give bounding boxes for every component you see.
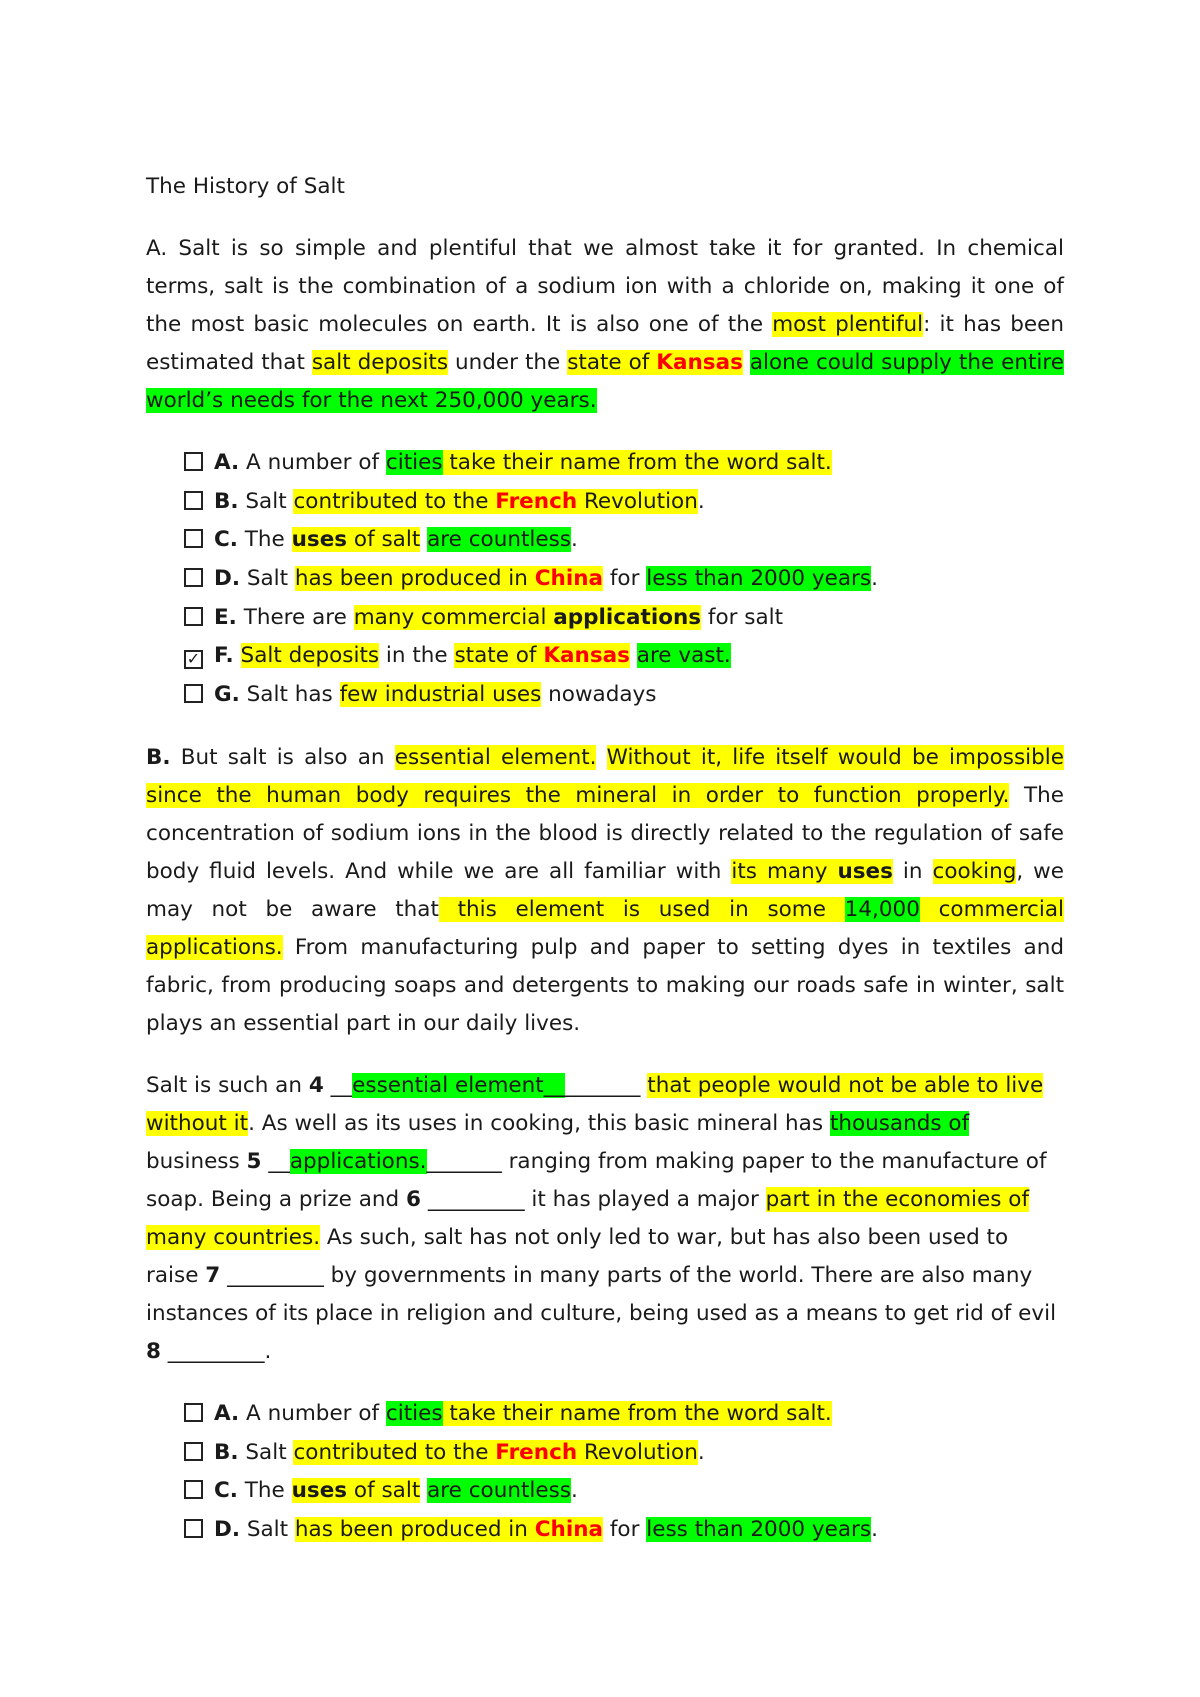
option-item[interactable] [184,637,1064,676]
text-run: its many [731,858,838,884]
highlight-yellow: most plentiful [772,312,924,337]
highlight-yellow: few industrial uses [339,682,542,708]
option-letter: G. [214,682,240,708]
gap-number: 5 [246,1148,262,1174]
option-item[interactable] [184,1511,1064,1550]
text-run: There are [236,604,354,630]
text-run: Salt [238,1439,294,1465]
highlight-green: are countless [427,527,571,553]
option-item[interactable] [184,676,1064,715]
text-run: But salt is also an [170,744,395,770]
paragraph-b [146,739,1064,1043]
text-run: . [697,488,705,514]
gap-number: 6 [406,1186,421,1212]
gap-number: 4 [308,1072,324,1098]
text-run: . [697,1439,705,1465]
checkbox-icon[interactable] [184,568,203,587]
options-list-2 [146,1395,1064,1550]
text-run: . [871,1516,878,1542]
text-run: Salt [240,1516,295,1542]
red-keyword: Kansas [543,643,630,669]
highlight-yellow: uses [291,1478,348,1504]
text-run: under the [448,350,568,375]
checkbox-icon[interactable] [184,1519,203,1538]
page-title: The History of Salt [146,174,345,199]
highlight-yellow: has been produced in [294,1516,535,1542]
checkbox-icon[interactable] [184,491,203,510]
red-keyword: Kansas [656,350,743,375]
option-item[interactable] [184,1472,1064,1511]
text-run: . [871,566,878,592]
blank-line: _________. [160,1338,272,1364]
paragraph-a [146,230,1064,420]
option-letter: E. [214,604,237,630]
highlight-green: are vast. [636,643,731,669]
highlight-yellow: has been produced in [294,566,535,592]
checked-checkbox-icon[interactable]: ✓ [184,650,203,669]
checkbox-icon[interactable] [184,1442,203,1461]
text-run: Salt is such an [146,1072,309,1098]
highlight-yellow: that people would not be able to live without it [146,1072,1044,1136]
text-run: Salt [238,488,294,514]
option-letter: B. [214,488,239,514]
gap-answer: essential element [352,1072,544,1098]
highlight-yellow: state of [454,643,544,669]
text-run: A number of [239,1400,386,1426]
option-item[interactable] [184,1434,1064,1473]
checkbox-icon[interactable] [184,529,203,548]
gap-number: 7 [205,1262,221,1288]
text-run: . As well as its uses in cooking, this basic mineral has [248,1110,830,1136]
text-run: : it has been estimated that [146,312,1064,375]
option-item[interactable] [184,444,1064,483]
text-run: for salt [701,604,784,630]
highlight-yellow: commercial applications. [146,896,1065,960]
text-run [596,745,606,770]
highlight-green: 14,000 [844,896,920,922]
option-letter: C. [214,1478,238,1504]
highlight-yellow: take their name from the word salt. [442,1400,832,1426]
highlight-yellow: part in the economies of many countries. [146,1186,1030,1250]
text-run [743,350,750,375]
text-run: state of [567,350,657,375]
blank-line: _______ [426,1148,502,1174]
text-run: for [603,1516,647,1542]
checkbox-icon[interactable] [184,684,203,703]
highlight-yellow: essential element. [394,744,597,770]
red-keyword: China [534,566,604,592]
highlight-yellow: salt deposits [311,350,449,375]
text-run: business [146,1148,247,1174]
highlight-yellow: contributed to the [293,488,496,514]
blank-line: _________ [220,1262,324,1288]
option-letter: D. [214,566,241,592]
text-run: in the [379,643,455,669]
text-run: A number of [239,450,386,475]
highlight-green: are countless [427,1478,571,1504]
option-letter: F. [214,643,234,669]
red-keyword: China [534,1516,604,1542]
highlight-green: alone could supply the entire world’s needs for the next 250,000 years. [146,350,1065,413]
option-item[interactable] [184,483,1064,522]
highlight-yellow: cooking [932,858,1017,884]
highlight-yellow: take their name from the word salt. [442,450,832,475]
text-run: for [603,566,647,592]
red-keyword: French [495,488,578,514]
highlight-yellow [731,859,893,884]
red-keyword: French [495,1439,578,1465]
text-run: As such, salt has not only led to war, but has also been used to raise [146,1224,1009,1288]
text-run: nowadays [541,682,657,708]
highlight-yellow: applications [553,604,702,630]
option-letter: A. [214,1400,240,1426]
gap-answer: applications. [289,1148,427,1174]
text-run: Salt [240,566,295,592]
highlight-yellow: of salt [347,1478,421,1504]
highlight-yellow: of salt [347,527,421,553]
text-run [234,643,241,668]
blank-line: __ [261,1148,290,1174]
option-letter: D. [214,1516,241,1542]
highlight-green: cities [385,450,443,475]
highlight-yellow: this element is used in some [438,896,845,922]
highlight-yellow: Salt deposits [240,643,380,669]
text-run: . [570,1478,578,1504]
bold-keyword: uses [837,858,893,884]
blank-line: _________ [420,1186,525,1212]
text-run: ranging from making paper to the manufacture of soap. Being a prize and [146,1148,1047,1212]
option-letter: C. [214,527,238,553]
highlight-yellow: Without it, life itself would be impossible since the human body requires the mineral in order to function properly. [146,744,1064,808]
text-run: The [237,1478,292,1504]
gap-number: 8 [146,1338,161,1364]
option-letter: A. [214,450,240,475]
text-run: in [892,858,933,884]
options-list-1 [146,444,1064,715]
text-run: , we may not be aware that [146,858,1064,922]
option-item[interactable] [184,1395,1064,1434]
blank-line: __ [543,1072,566,1098]
highlight-yellow: uses [291,527,348,553]
document-page [146,168,1064,1574]
highlight-yellow: Revolution [577,488,698,514]
text-run: by governments in many parts of the world. There are also many instances of its place in religion and culture, being used as a means to get rid of evil [146,1262,1057,1326]
text-run: The [237,527,292,553]
paragraph-label: B. [146,744,171,770]
highlight-yellow: contributed to the [293,1439,496,1465]
checkbox-icon[interactable] [184,452,203,471]
blank-line: __ [323,1072,353,1098]
option-item[interactable] [184,521,1064,560]
checkbox-icon[interactable] [184,607,203,626]
highlight-yellow [567,350,743,375]
highlight-yellow: many commercial [353,604,554,630]
text-run: A. Salt is so simple and plentiful that we almost take it for granted. In chemical terms, salt is the combination of a sodium ion with a chloride on, making it one of the most basic molecules on earth. It is also one of the [146,236,1064,337]
text-run: . [570,527,578,553]
text-run: From manufacturing pulp and paper to setting dyes in textiles and fabric, from producing soaps and detergents to making our roads safe in winter, salt plays an essential part in our daily lives. [146,934,1064,1036]
text-run: Salt has [239,682,340,708]
highlight-green: cities [385,1400,443,1426]
blank-line: _______ [565,1072,641,1098]
option-item[interactable] [184,599,1064,638]
text-run [630,643,637,668]
gap-fill-paragraph [146,1067,1064,1371]
text-run: The concentration of sodium ions in the blood is directly related to the regulation of safe body fluid levels. And while we are all familiar with [146,782,1064,884]
checkbox-icon[interactable] [184,1480,203,1499]
highlight-yellow: Revolution [577,1439,698,1465]
text-run: it has played a major [524,1186,766,1212]
option-letter: B. [214,1439,239,1465]
highlight-green: less than 2000 years [646,1516,872,1542]
checkbox-icon[interactable] [184,1403,203,1422]
option-item[interactable] [184,560,1064,599]
highlight-green: thousands of [829,1110,970,1136]
highlight-green: less than 2000 years [646,566,872,592]
